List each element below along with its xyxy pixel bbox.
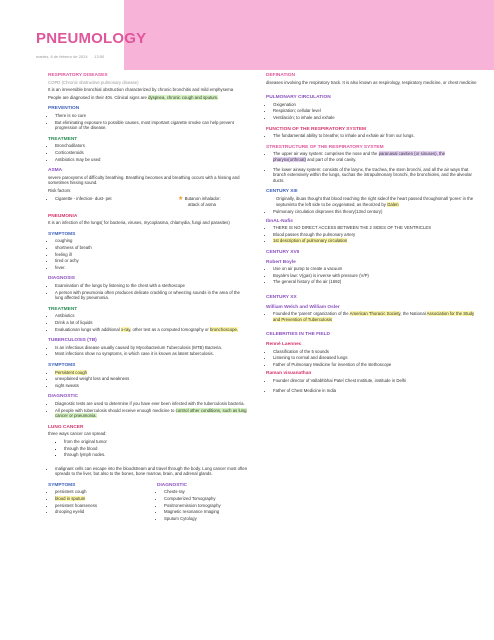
heading-diagnosis: DIAGNOSIS [48,276,75,282]
time-text: 13:50 [94,54,105,59]
list-item: • Ventilación; to inhale and exhale [273,115,478,121]
ats-highlight: American Thoracic Society [349,311,401,317]
heading-diagnostic-2: DIAGNOSTIC [157,482,188,488]
lung-cancer-text: three ways cancer can spread: [48,431,107,437]
copd-text-2 [48,95,248,101]
list-item: • Founder director of Vallabhbhai Patel Chest Institute, institude in Delhi [273,378,478,384]
heading-symptoms-2: SYMPTOMS [48,362,76,368]
treatment-2-list [48,313,248,332]
structure-list [266,151,478,183]
heading-pulmonary-circulation: PULMONARY CIRCULATION [266,95,331,101]
diagnosis-list [48,283,248,301]
list-item: • Classification of the 5 sounds [273,349,478,355]
century-13-list [266,209,478,215]
list-item: • The lower airway system: consists of the larynx, the trachea, the stem bronchi, and all the air ways that branch extensively within the lungs, suchas the intrapulmonary bronchi, the bronchioles, and the alveolar ducts. [273,167,478,184]
welch-list [266,311,478,322]
century-13-text-a: Originally, ibuas thought that blood reaching the right sideof the heart passed throughsmall 'pores' in the septuminto the left side to be oxygenated, as theorized by [276,195,474,207]
list-item [55,496,139,502]
heading-century-17: CENTURY XVII [266,250,300,256]
heading-function: FUNCTION OF THE RESPIRATORY SYSTEM [266,126,367,132]
asma-text: severe paroxysms of difficulty breathing. Breathing becomes and breathing occurs with a hissing and sometimes hissing sound. [48,174,240,186]
lung-cancer-two-col [48,483,248,524]
inhaler-note [178,196,248,208]
list-item: • drooping eyelid [55,509,139,515]
list-item: • Father of Chest Medicine in India [273,388,478,394]
tb-list [48,345,248,357]
list-item: • Is an infectious disease usually caused by Mycobacterium Tuberculosis (MTB) Bacteria. [55,345,248,351]
treatment-2-text-a: Evaluationan lungs with additional [55,326,121,332]
galen-highlight: Galen [387,201,399,207]
blood-sputum-highlight: blood in sputum [55,496,86,502]
list-item: • Pulmonary circulation disproves this theory(13nd century) [273,209,478,215]
boyle-list [266,266,478,285]
list-item: • Antibiotics [55,313,248,319]
copd-text-1: It is an irreversible bronchial obstruction characterized by chronic bronchitis and mild emphysema [48,87,234,93]
prevention-list [48,113,248,131]
left-column [48,73,248,523]
structure-text-a: The upper air way system: comprises the nose and the [273,151,379,157]
list-item: • But eliminating exposure to possible causes, most important cigarette smoke can help prevent progression of the disease. [55,120,248,131]
list-item: • Most infections show no symptoms, in which case it is known as latent tuberculosis. [55,351,248,357]
heading-treatment-2: TREATMENT [48,306,78,312]
list-item: • tired or achy [55,258,248,264]
welch-text-a: Founded the 'parent' organization of the [273,311,350,317]
heading-symptoms-3: SYMPTOMS [48,482,76,488]
list-item: • Listening to normal and diseased lungs [273,355,478,361]
list-item: • Magnetic resonance Imaging [164,509,248,515]
robert-boyle: Robert Boyle [266,259,296,265]
heading-symptoms: SYMPTOMS [48,231,76,237]
copd-name: COPD (Chronic obstructive pulmonary disease) [48,79,139,85]
symptoms-list [48,238,248,270]
list-item: • persistent hoarseness [55,503,139,509]
diagnostic-text-a: All people with tuberculosis should receive enough medicine to [55,407,176,413]
first-description-highlight: 1st description of pulmonary circulation [273,238,348,244]
tb-association-highlight: Association for the Study and Prevention of Tuberculosis [273,311,475,322]
copd-signs-highlight: dyspnea, chronic cough and sputum. [148,94,219,100]
persistent-cough-highlight: Persistent cough [55,369,88,375]
diagnostic-2-col [157,483,248,524]
structure-text-c: and part of the oral cavity. [305,156,357,162]
page-header [0,0,494,70]
heading-structure: STRESTRUCTURE OF THE RESPIRATORY SYSTEM [266,144,384,150]
list-item: • Use on air pump to create a vacuum [273,266,478,272]
list-item: ▪ through lymph nodes. [64,452,248,458]
list-item [55,370,248,376]
list-item: • Boyale's law: V(gas) is inverse with pressure (V/P) [273,273,478,279]
list-item: • THERE IS NO DIRECT ACCESS BETWEEN THE 2 SIDES OF THE VENTRICLES [273,225,478,231]
asma-risk-row [48,196,248,208]
symptoms-3-col [48,483,139,524]
list-item: • Respiration; cellular level [273,108,478,114]
diagnostic-list [48,401,248,419]
structure-highlight: paranasal cavities (or sinuses), the pharynx(orthroat) [273,151,445,162]
malignant-list [48,466,248,477]
definition-text: diseases involving the respiratory track. It is also known as respirology, respiratory medicine, or chest medicine [266,79,477,85]
ibn-list [266,225,478,244]
heading-respiratory-diseases: RESPIRATORY DISEASES [48,73,108,78]
heading-pneumonia: PNEUMONIA [48,213,78,219]
list-item [55,408,248,419]
welch-osler: William Welch and William Osler [266,304,340,310]
heading-definition: DEFINATION [266,73,295,78]
copd-text-2-a: People are diagnosed in their 40s. Clinical signs are [48,94,149,100]
diagnostic-highlight: control other conditions, such as lung cancer or pneumonia. [55,407,247,419]
list-item: • There is no cure [55,113,248,119]
list-item: • feeling ill [55,252,248,258]
list-item: • Blood passes through the pulmonary artery [273,232,478,238]
list-item: • unexplained weight loss and weakness [55,376,248,382]
function-list [266,133,478,139]
list-item: ▪ through the blood [64,446,248,452]
date-text: martes, 6 de febrero de 2024 [36,54,88,59]
list-item: • coughing [55,238,248,244]
risk-list [48,196,112,206]
diagnostic-2-list [157,489,248,521]
list-item [273,362,478,368]
list-item [273,151,478,162]
heading-century-20: CENTURY XX [266,295,297,301]
pneumonia-text: It is an infection of the lungs( for bacteria, viruses, mycoplasma, chlamydia, fungi and parasites) [48,220,230,226]
inhaler-line-2: attack of asma [188,202,216,208]
treatment-2-text-c: , other test as a computed tomography or [130,326,210,332]
heading-tuberculosis: TUBERCULOSIS (TB) [48,338,97,344]
list-item: • Examination of the lungs by listening to the chest with a stethoscope [55,283,248,289]
list-item: • Chests-ray [164,489,248,495]
list-item: • Drink a lot of liquids [55,320,248,326]
list-item: • Bronchodilators [55,143,248,149]
right-column [266,73,478,395]
century-13-text [276,196,478,207]
list-item: • Cigarette - infection- dust- pet [55,196,112,202]
star-icon: ★ [178,195,184,202]
list-item: • The fundamental ability to breathe; to inhale and exhale air from our lungs. [273,133,478,139]
list-item: • malignant cells can escape into the bloodstream and travel through the body. Lung cancer most often spreads to the liver, but also to the bones, bone marrow, brain, and adrenal glands. [55,466,248,477]
heading-lung-cancer: LUNG CANCER [48,424,84,430]
lung-cancer-list [48,439,248,458]
stethoscope-text: stethoscope [368,361,392,367]
page-date [36,54,104,59]
list-item: • Positronemission tomography [164,503,248,509]
list-item [55,327,248,333]
list-item [273,311,478,322]
symptoms-2-list [48,370,248,389]
welch-text-c: , the National [400,311,427,317]
list-item: • fever. [55,265,248,271]
heading-century-13: CENTURY XIII [266,189,298,195]
heading-celebrities: CELEBRITIES IN THE FIELD [266,332,330,338]
heading-asma: ASMA [48,168,63,174]
list-item: • Computerized Tomography [164,496,248,502]
symptoms-3-list [48,489,139,514]
list-item: • shortness of breath [55,245,248,251]
list-item: • Diagnostic tests are used to determine if you have ever been infected with the tuberculosis bacteria. [55,401,248,407]
list-item: • Oxigenation [273,102,478,108]
xray-highlight: x-ray [120,326,131,332]
list-item: • Corticosteroids [55,150,248,156]
list-item: • night sweats [55,383,248,389]
heading-prevention: PREVENTION [48,106,80,112]
list-item: • persistent cough [55,489,139,495]
list-item: • Antibiotics may be used [55,157,248,163]
list-item: • A person with pneumonia often produces delicate crackling or wheezing sounds in the area of the lung affected by pneumonia. [55,290,248,301]
inhaler-line-1: Butanon inhalador: [184,195,221,201]
list-item: ▪ from the original tumor [64,439,248,445]
bronchoscope-highlight: bronchoscope. [209,326,239,332]
pulm-circ-list [266,102,478,121]
list-item: • Sputum Cytology [164,516,248,522]
page-title: PNEUMOLOGY [36,30,147,47]
list-item: • The general history of the air (1692) [273,279,478,285]
laennec: Renné Laennec [266,342,302,347]
laennec-text: Father of Pulmonary Medicine for invention of the [273,361,369,367]
laennec-list [266,349,478,368]
raman-list [266,378,478,393]
list-item [273,238,478,244]
heading-treatment: TREATMENT [48,136,78,142]
treatment-list [48,143,248,162]
ibn-al-nafis: IbnAL-Nafis [266,218,293,224]
raman: Raman visuanathan [266,371,312,377]
risk-factors-label: Risk factors [48,187,71,193]
heading-diagnostic: DIAGNOSTIC [48,394,79,400]
